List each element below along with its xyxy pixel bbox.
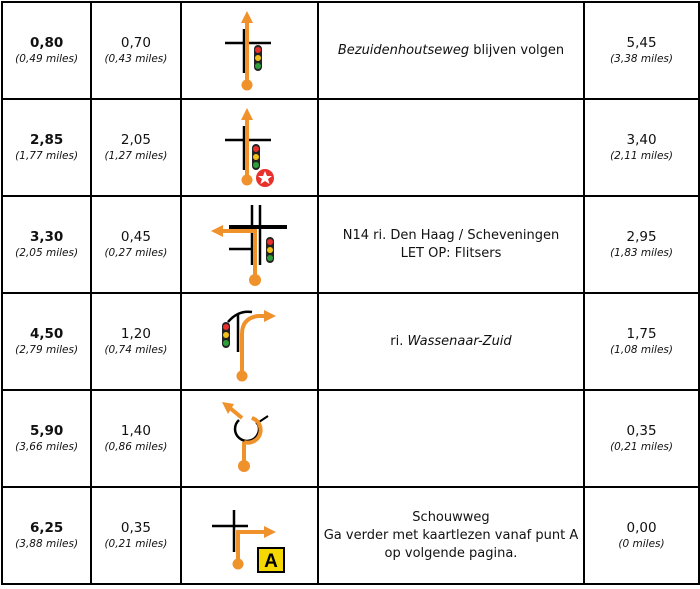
point-a-marker	[258, 548, 284, 572]
total-distance-cell	[2, 2, 91, 99]
instruction-line	[319, 42, 583, 60]
table-row	[2, 487, 699, 584]
symbol-cell	[181, 293, 318, 390]
remaining-distance-cell	[584, 487, 699, 584]
total-km: 2,85	[29, 132, 64, 148]
step-miles: (0,21 miles)	[104, 538, 168, 550]
table-row	[2, 293, 699, 390]
note-text: Ga verder met kaartlezen vanaf punt A op volgende pagina.	[323, 527, 579, 561]
turn-left-traffic-light-icon	[209, 203, 289, 287]
step-miles: (1,27 miles)	[104, 150, 168, 162]
remaining-distance-cell	[584, 293, 699, 390]
symbol-cell	[181, 196, 318, 293]
straight-traffic-light-fuel-icon	[219, 108, 279, 188]
total-distance-cell	[2, 293, 91, 390]
remaining-distance-cell	[584, 196, 699, 293]
table-row	[2, 390, 699, 487]
symbol-cell	[181, 99, 318, 196]
table-row	[2, 99, 699, 196]
roundabout-icon	[214, 400, 284, 478]
remaining-km: 3,40	[626, 132, 657, 148]
step-miles: (0,74 miles)	[104, 344, 168, 356]
total-miles: (2,05 miles)	[15, 247, 79, 259]
instruction-cell	[318, 293, 584, 390]
remaining-distance-cell	[584, 2, 699, 99]
remaining-km: 1,75	[626, 326, 657, 342]
remaining-km: 5,45	[626, 35, 657, 51]
total-km: 4,50	[29, 326, 64, 342]
step-distance-cell	[91, 390, 180, 487]
step-distance-cell	[91, 487, 180, 584]
straight-traffic-light-icon	[219, 11, 279, 91]
instruction-cell	[318, 487, 584, 584]
step-miles: (0,27 miles)	[104, 247, 168, 259]
instruction-cell	[318, 196, 584, 293]
total-miles: (2,79 miles)	[15, 344, 79, 356]
step-distance-cell	[91, 99, 180, 196]
total-miles: (3,66 miles)	[15, 441, 79, 453]
direction-prefix: ri.	[390, 333, 408, 349]
step-distance-cell	[91, 293, 180, 390]
remaining-miles: (1,83 miles)	[610, 247, 673, 259]
symbol-cell	[181, 2, 318, 99]
table-row	[2, 196, 699, 293]
step-km: 1,20	[120, 326, 151, 342]
instruction-cell	[318, 390, 584, 487]
street-name: Wassenaar-Zuid	[407, 333, 512, 349]
instruction-text: blijven volgen	[469, 42, 565, 58]
fuel-station-icon	[256, 169, 274, 187]
step-km: 1,40	[120, 423, 151, 439]
remaining-km: 2,95	[626, 229, 657, 245]
turn-right-traffic-light-icon	[214, 302, 284, 382]
step-km: 0,70	[120, 35, 151, 51]
total-miles: (1,77 miles)	[15, 150, 79, 162]
remaining-km: 0,00	[626, 520, 657, 536]
turn-right-point-a-icon	[204, 496, 294, 576]
total-distance-cell	[2, 487, 91, 584]
total-km: 6,25	[29, 520, 64, 536]
total-km: 5,90	[29, 423, 64, 439]
remaining-miles: (1,08 miles)	[610, 344, 673, 356]
step-km: 2,05	[120, 132, 151, 148]
total-km: 0,80	[29, 35, 64, 51]
step-miles: (0,43 miles)	[104, 53, 168, 65]
remaining-miles: (0 miles)	[618, 538, 665, 550]
table-row	[2, 2, 699, 99]
remaining-miles: (0,21 miles)	[610, 441, 673, 453]
step-distance-cell	[91, 196, 180, 293]
total-km: 3,30	[29, 229, 64, 245]
warning-text: LET OP: Flitsers	[400, 245, 502, 261]
street-name: N14 ri. Den Haag / Scheveningen	[342, 227, 560, 243]
instruction-line	[319, 333, 583, 351]
remaining-miles: (2,11 miles)	[610, 150, 673, 162]
street-name: Schouwweg	[412, 509, 490, 525]
total-distance-cell	[2, 390, 91, 487]
step-km: 0,45	[120, 229, 151, 245]
symbol-cell	[181, 390, 318, 487]
remaining-km: 0,35	[626, 423, 657, 439]
route-table	[1, 1, 700, 585]
step-distance-cell	[91, 2, 180, 99]
step-miles: (0,86 miles)	[104, 441, 168, 453]
instruction-cell	[318, 2, 584, 99]
total-miles: (3,88 miles)	[15, 538, 79, 550]
instruction-cell	[318, 99, 584, 196]
remaining-miles: (3,38 miles)	[610, 53, 673, 65]
total-distance-cell	[2, 196, 91, 293]
street-name: Bezuidenhoutseweg	[337, 42, 470, 58]
step-km: 0,35	[120, 520, 151, 536]
remaining-distance-cell	[584, 99, 699, 196]
symbol-cell	[181, 487, 318, 584]
remaining-distance-cell	[584, 390, 699, 487]
total-miles: (0,49 miles)	[15, 53, 79, 65]
point-label: A	[264, 550, 279, 572]
total-distance-cell	[2, 99, 91, 196]
